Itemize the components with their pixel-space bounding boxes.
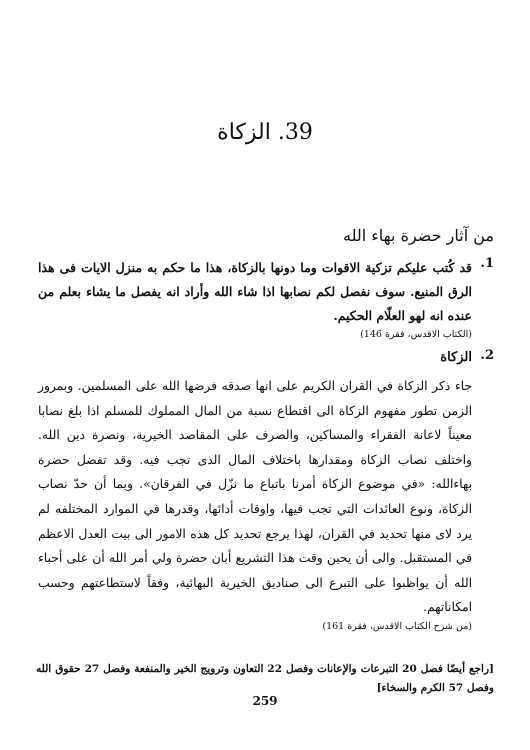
item-text: قد كُتب عليكم تزكية الاقوات وما دونها بالزكاة، هذا ما حكم به منزل الايات فى هذا الرق المنيع. سوف نفصل لكم نصابها اذا شاء الله وأراد انه يفصل ما يشاء بعلم من عنده انه لهو العلّام الحكيم. [38, 260, 472, 323]
citation: (من شرح الكتاب الاقدس، فقرة 161) [322, 620, 472, 632]
section-heading: من آثار حضرة بهاء الله [343, 226, 494, 245]
item-number: 2. [480, 348, 494, 363]
item-body [38, 348, 472, 634]
item-number: 1. [480, 256, 494, 271]
item-1 [38, 256, 494, 342]
cross-reference-note: [راجع أيضًا فصل 20 التبرعات والإعانات وفصل 22 التعاون وترويج الخير والمنفعة وفصل 27 حقوق الله وفصل 57 الكرم والسخاء] [36, 663, 495, 694]
item-text: جاء ذكر الزكاة في القران الكريم على انها صدقه فرضها الله على المسلمين. وبمرور الزمن تطور مفهوم الزكاة الى اقتطاع نسبة من المال المملوك للمسلم اذا بلغ نصابا معيناً لاعانة الفقراء والمساكين، والصرف على المقاصد الخيرية، ونصرة دين الله. واختلف نصاب الزكاة ومقدارها باختلاف المال الذى تجب فيه. وقد تفضل حضرة بهاءالله: «في موضوع الزكاة أمرنا باتباع ما نزّل في الفرقان». وبما أن حدّ نصاب الزكاة، ونوع العائدات التي تجب فيها، واوقات أدائها، وقدرها في الموارد المختلفه لم يرد لاى منها تحديد في القران، لهذا يرجع تحديد كل هذه الامور الى بيت العدل الاعظم في المستقبل. والى أن يحين وقت هذا التشريع أبان حضرة ولي أمر الله أن على أحباء الله أن يواظبوا على التبرع الى صناديق الخيرية البهائية، وفقاً لاستطاعتهم وحسب امكاناتهم. [38, 379, 472, 615]
citation: (الكتاب الاقدس، فقرة 146) [360, 329, 472, 340]
item-2 [38, 348, 494, 634]
item-title: الزكاة [440, 350, 472, 365]
page-number: 259 [252, 694, 278, 708]
item-body [38, 256, 472, 342]
chapter-title: 39. الزكاة [217, 120, 313, 145]
